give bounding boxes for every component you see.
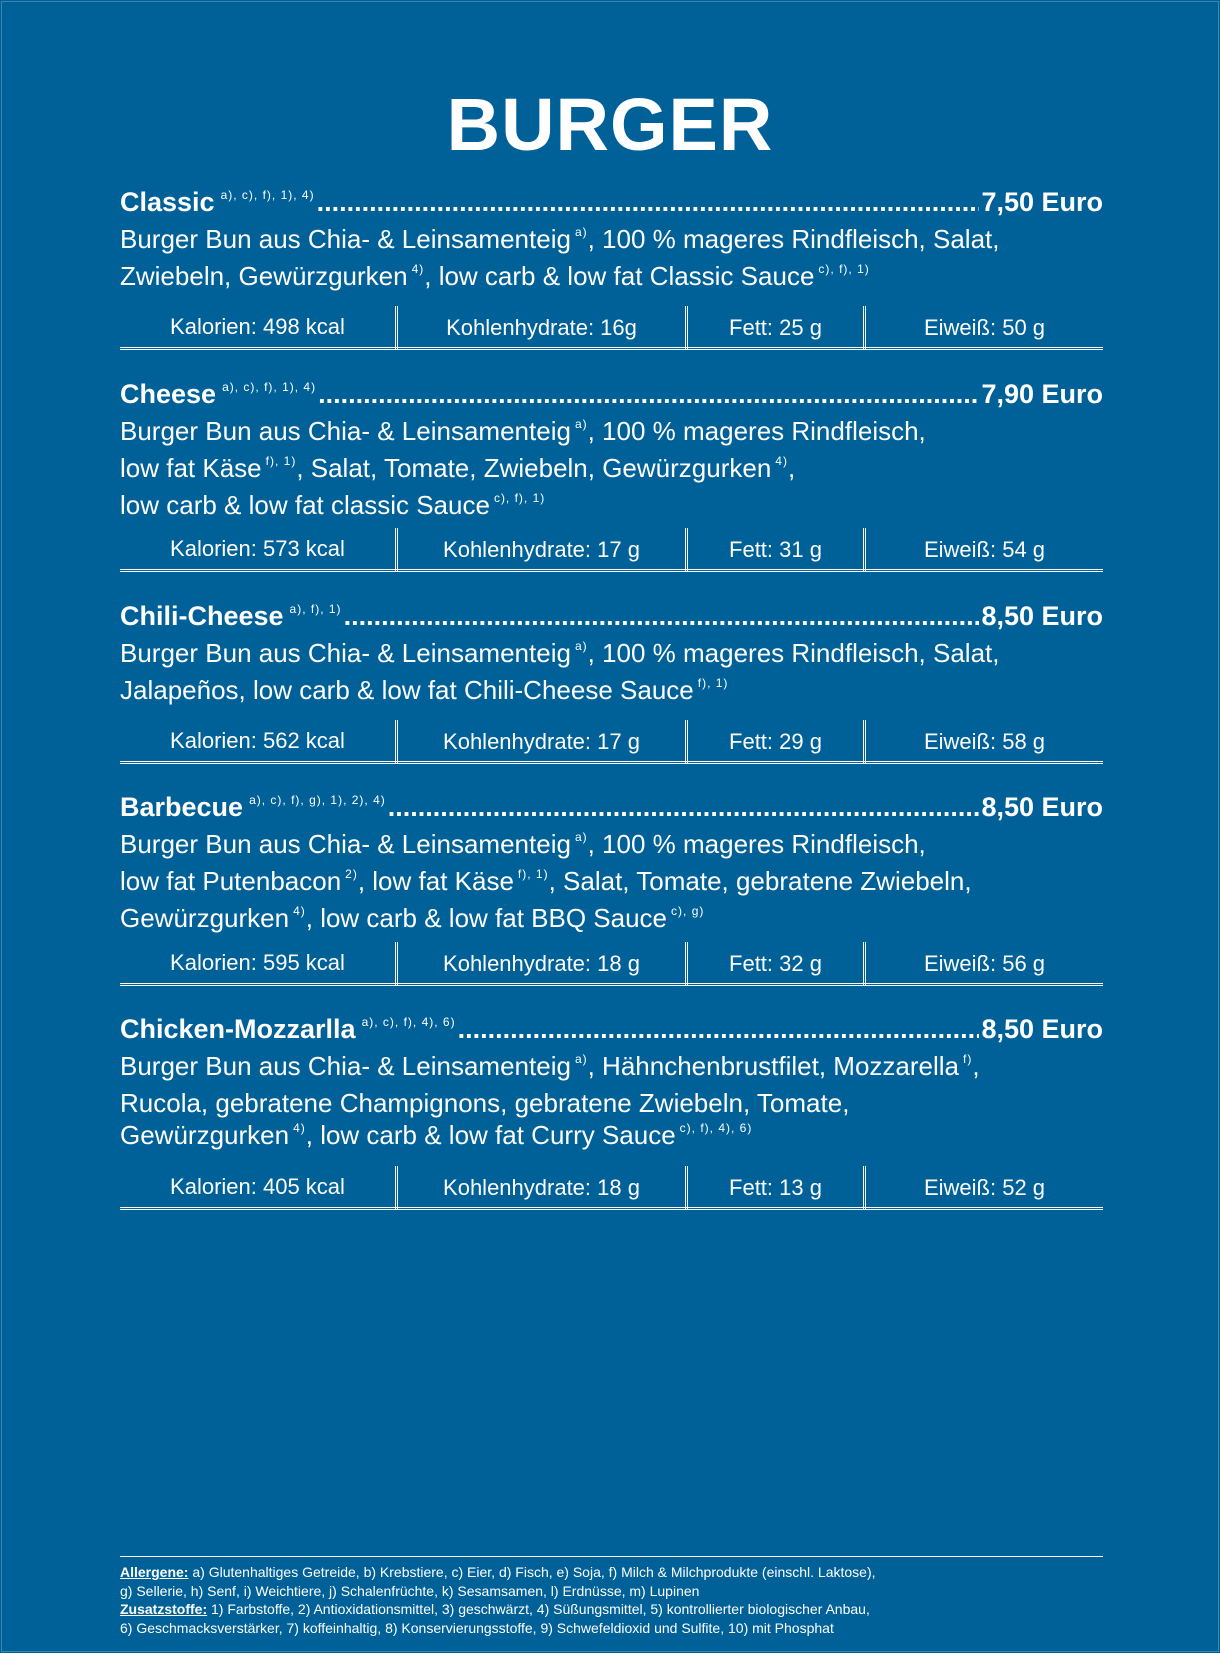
description-text: , low carb & low fat Classic Sauce bbox=[424, 261, 815, 291]
description-text: Burger Bun aus Chia- & Leinsamenteig bbox=[120, 416, 571, 446]
item-allergens: a), f), 1) bbox=[289, 602, 342, 616]
fat-cell: Fett: 29 g bbox=[685, 720, 863, 764]
item-description-line bbox=[120, 1087, 1103, 1119]
ingredient-allergen-ref: c), f), 1) bbox=[818, 262, 870, 276]
calories-cell: Kalorien: 405 kcal bbox=[170, 1173, 345, 1199]
description-text: Burger Bun aus Chia- & Leinsamenteig bbox=[120, 224, 571, 254]
item-header bbox=[120, 791, 1103, 828]
description-text: low fat Käse bbox=[120, 453, 262, 483]
protein-cell: Eiweiß: 56 g bbox=[863, 942, 1103, 986]
fat-cell: Fett: 31 g bbox=[685, 528, 863, 572]
item-allergens: a), c), f), g), 1), 2), 4) bbox=[249, 793, 386, 807]
description-text: Gewürzgurken bbox=[120, 903, 290, 933]
item-price: 8,50 Euro bbox=[981, 1014, 1103, 1044]
menu-item bbox=[120, 600, 1103, 754]
description-text: Burger Bun aus Chia- & Leinsamenteig bbox=[120, 638, 571, 668]
nutrition-row bbox=[120, 528, 1103, 572]
additives-text: 1) Farbstoffe, 2) Antioxidationsmittel, 3) geschwärzt, 4) Süßungsmittel, 5) kontrollierter biologischer Anbau, bbox=[207, 1601, 870, 1617]
carbs-cell: Kohlenhydrate: 17 g bbox=[395, 720, 685, 764]
carbs-cell: Kohlenhydrate: 18 g bbox=[395, 942, 685, 986]
dot-leader bbox=[344, 600, 980, 632]
description-text: , 100 % mageres Rindfleisch, Salat, bbox=[587, 638, 1000, 668]
menu-item bbox=[120, 1013, 1103, 1200]
item-description-line bbox=[120, 260, 1103, 297]
dot-leader bbox=[458, 1013, 980, 1045]
legend-footer bbox=[120, 1556, 1103, 1637]
item-header bbox=[120, 378, 1103, 415]
item-header bbox=[120, 1013, 1103, 1050]
additives-label: Zusatzstoffe: bbox=[120, 1601, 208, 1617]
protein-cell: Eiweiß: 50 g bbox=[863, 306, 1103, 350]
description-text: , bbox=[972, 1051, 980, 1081]
item-name: Cheese bbox=[120, 379, 217, 409]
carbs-cell: Kohlenhydrate: 17 g bbox=[395, 528, 685, 572]
item-name: Barbecue bbox=[120, 792, 244, 822]
ingredient-allergen-ref: c), g) bbox=[671, 904, 705, 918]
item-name: Classic bbox=[120, 187, 215, 217]
menu-item bbox=[120, 186, 1103, 340]
menu-item bbox=[120, 791, 1103, 976]
description-text: , 100 % mageres Rindfleisch, bbox=[587, 416, 926, 446]
allergens-line-1 bbox=[120, 1563, 1103, 1582]
description-text: , Salat, Tomate, Zwiebeln, Gewürzgurken bbox=[296, 453, 772, 483]
description-text: Gewürzgurken bbox=[120, 1120, 290, 1150]
description-text: , 100 % mageres Rindfleisch, bbox=[587, 829, 926, 859]
item-description-line bbox=[120, 415, 1103, 452]
item-allergens: a), c), f), 1), 4) bbox=[222, 380, 317, 394]
item-allergens: a), c), f), 1), 4) bbox=[220, 188, 315, 202]
item-description-line bbox=[120, 828, 1103, 865]
allergens-line-2: g) Sellerie, h) Senf, i) Weichtiere, j) Schalenfrüchte, k) Sesamsamen, l) Erdnüsse, m) Lupinen bbox=[120, 1582, 700, 1599]
description-text: , Salat, Tomate, gebratene Zwiebeln, bbox=[548, 866, 972, 896]
ingredient-allergen-ref: f), 1) bbox=[265, 454, 297, 468]
ingredient-allergen-ref: a) bbox=[574, 1052, 588, 1066]
ingredient-allergen-ref: 4) bbox=[775, 454, 788, 468]
item-price: 7,50 Euro bbox=[981, 187, 1103, 217]
ingredient-allergen-ref: 4) bbox=[411, 262, 425, 276]
additives-line-2: 6) Geschmacksverstärker, 7) koffeinhaltig, 8) Konservierungsstoffe, 9) Schwefeldioxid und Sulfite, 10) mit Phosphat bbox=[120, 1619, 834, 1636]
ingredient-allergen-ref: c), f), 1) bbox=[493, 491, 546, 505]
carbs-cell: Kohlenhydrate: 18 g bbox=[395, 1166, 685, 1210]
description-text: low carb & low fat classic Sauce bbox=[120, 490, 490, 520]
item-description-line bbox=[120, 223, 1103, 260]
ingredient-allergen-ref: 4) bbox=[293, 1121, 306, 1135]
page-title: BURGER bbox=[446, 83, 774, 166]
item-description-line bbox=[120, 452, 1103, 489]
description-text: Zwiebeln, Gewürzgurken bbox=[120, 261, 408, 291]
ingredient-allergen-ref: a) bbox=[574, 639, 588, 653]
item-description-line bbox=[120, 489, 1103, 526]
description-text: Jalapeños, low carb & low fat Chili-Cheese Sauce bbox=[120, 675, 694, 705]
nutrition-row bbox=[120, 306, 1103, 350]
item-price: 8,50 Euro bbox=[981, 792, 1103, 822]
description-text: , low fat Käse bbox=[357, 866, 514, 896]
allergens-text: a) Glutenhaltiges Getreide, b) Krebstiere, c) Eier, d) Fisch, e) Soja, f) Milch & Milchprodukte (einschl. Laktose), bbox=[188, 1564, 876, 1580]
dot-leader bbox=[388, 791, 980, 823]
item-header bbox=[120, 186, 1103, 223]
protein-cell: Eiweiß: 54 g bbox=[863, 528, 1103, 572]
additives-line-1 bbox=[120, 1600, 1103, 1619]
calories-cell: Kalorien: 595 kcal bbox=[170, 949, 345, 975]
menu-item bbox=[120, 378, 1103, 562]
calories-cell: Kalorien: 562 kcal bbox=[170, 727, 345, 753]
nutrition-row bbox=[120, 942, 1103, 986]
description-text: , bbox=[787, 453, 796, 483]
ingredient-allergen-ref: 4) bbox=[293, 904, 306, 918]
item-name: Chili-Cheese bbox=[120, 601, 284, 631]
calories-cell: Kalorien: 498 kcal bbox=[170, 313, 345, 339]
ingredient-allergen-ref: a) bbox=[574, 225, 588, 239]
protein-cell: Eiweiß: 52 g bbox=[863, 1166, 1103, 1210]
nutrition-row bbox=[120, 1166, 1103, 1210]
carbs-cell: Kohlenhydrate: 16g bbox=[395, 306, 685, 350]
item-price: 7,90 Euro bbox=[981, 379, 1103, 409]
ingredient-allergen-ref: a) bbox=[574, 830, 588, 844]
item-description-line bbox=[120, 674, 1103, 711]
ingredient-allergen-ref: f) bbox=[963, 1052, 973, 1066]
allergens-label: Allergene: bbox=[120, 1564, 189, 1580]
fat-cell: Fett: 13 g bbox=[685, 1166, 863, 1210]
fat-cell: Fett: 32 g bbox=[685, 942, 863, 986]
item-allergens: a), c), f), 4), 6) bbox=[361, 1015, 456, 1029]
description-text: , low carb & low fat Curry Sauce bbox=[305, 1120, 676, 1150]
item-description-line bbox=[120, 902, 1103, 939]
ingredient-allergen-ref: 2) bbox=[345, 867, 358, 881]
description-text: , Hähnchenbrustfilet, Mozzarella bbox=[587, 1051, 960, 1081]
item-description-line bbox=[120, 1050, 1103, 1087]
dot-leader bbox=[318, 378, 979, 410]
description-text: , 100 % mageres Rindfleisch, Salat, bbox=[587, 224, 1000, 254]
item-price: 8,50 Euro bbox=[981, 601, 1103, 631]
description-text: low fat Putenbacon bbox=[120, 866, 342, 896]
item-description-line bbox=[120, 637, 1103, 674]
ingredient-allergen-ref: c), f), 4), 6) bbox=[679, 1121, 753, 1135]
fat-cell: Fett: 25 g bbox=[685, 306, 863, 350]
ingredient-allergen-ref: f), 1) bbox=[697, 676, 729, 690]
item-description-line bbox=[120, 1119, 1103, 1156]
nutrition-row bbox=[120, 720, 1103, 764]
item-description-line bbox=[120, 865, 1103, 902]
dot-leader bbox=[317, 186, 980, 218]
item-name: Chicken-Mozzarlla bbox=[120, 1014, 356, 1044]
description-text: Burger Bun aus Chia- & Leinsamenteig bbox=[120, 829, 571, 859]
ingredient-allergen-ref: a) bbox=[574, 417, 588, 431]
calories-cell: Kalorien: 573 kcal bbox=[170, 535, 345, 561]
description-text: Rucola, gebratene Champignons, gebratene Zwiebeln, Tomate, bbox=[120, 1088, 850, 1118]
description-text: Burger Bun aus Chia- & Leinsamenteig bbox=[120, 1051, 571, 1081]
ingredient-allergen-ref: f), 1) bbox=[517, 867, 549, 881]
protein-cell: Eiweiß: 58 g bbox=[863, 720, 1103, 764]
description-text: , low carb & low fat BBQ Sauce bbox=[305, 903, 668, 933]
item-header bbox=[120, 600, 1103, 637]
